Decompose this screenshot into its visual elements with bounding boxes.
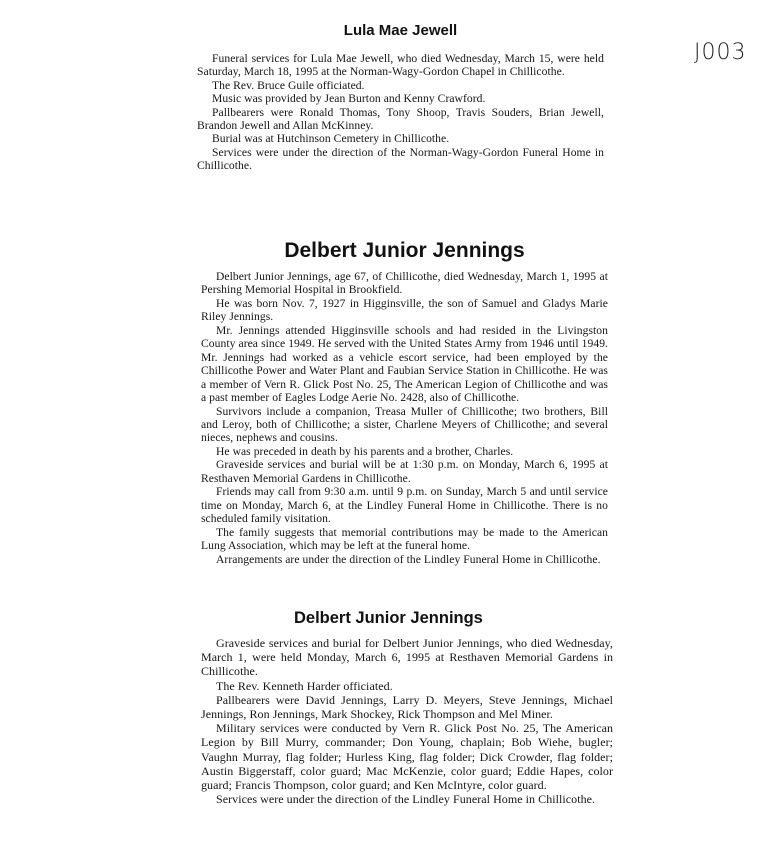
article-paragraph: Survivors include a companion, Treasa Muller of Chillicothe; two brothers, Bill and Leroy, both of Chillicothe; a sister, Charlene Meyers of Chillicothe; and several nieces, nephews and cousins. [201, 404, 608, 445]
article-paragraph: He was preceded in death by his parents and a brother, Charles. [216, 444, 514, 458]
article-paragraph: Delbert Junior Jennings, age 67, of Chillicothe, died Wednesday, March 1, 1995 at Pershing Memorial Hospital in Brookfield. [201, 270, 608, 297]
article-paragraph: The family suggests that memorial contributions may be made to the American Lung Association, which may be left at the funeral home. [201, 525, 608, 553]
article-paragraph: The Rev. Kenneth Harder officiated. [216, 678, 393, 693]
article-paragraph: Music was provided by Jean Burton and Kenny Crawford. [212, 92, 486, 106]
article-paragraph: Graveside services and burial will be at 1:30 p.m. on Monday, March 6, 1995 at Resthaven Memorial Gardens in Chillicothe. [201, 458, 608, 485]
article-headline: Lula Mae Jewell [343, 22, 458, 39]
article-paragraph: The Rev. Bruce Guile officiated. [212, 78, 365, 92]
article-headline: Delbert Junior Jennings [294, 609, 483, 627]
article-paragraph: Arrangements are under the direction of the Lindley Funeral Home in Chillicothe. [216, 552, 601, 566]
handwritten-document-id: J003 [694, 40, 747, 65]
article-paragraph: He was born Nov. 7, 1927 in Higginsville, the son of Samuel and Gladys Marie Riley Jennings. [201, 296, 608, 324]
article-paragraph: Pallbearers were David Jennings, Larry D. Meyers, Steve Jennings, Michael Jennings, Ron Jennings, Mark Shockey, Rick Thompson and Mel Miner. [201, 692, 613, 722]
article-paragraph: Burial was at Hutchinson Cemetery in Chillicothe. [212, 132, 450, 146]
article-paragraph: Friends may call from 9:30 a.m. until 9 p.m. on Sunday, March 5 and until service time on Monday, March 6, at the Lindley Funeral Home in Chillicothe. There is no scheduled family visitation. [201, 485, 608, 526]
graveside-notice-delbert-junior-jennings [201, 609, 613, 806]
obituary-lula-mae-jewell [197, 22, 604, 173]
article-paragraph: Graveside services and burial for Delbert Junior Jennings, who died Wednesday, March 1, were held Monday, March 6, 1995 at Resthaven Memorial Gardens in Chillicothe. [201, 636, 613, 679]
obituary-delbert-junior-jennings [201, 239, 608, 566]
article-paragraph: Services were under the direction of the Norman-Wagy-Gordon Funeral Home in Chillicothe. [197, 145, 604, 173]
article-paragraph: Military services were conducted by Vern R. Glick Post No. 25, The American Legion by Bill Murry, commander; Don Young, chaplain; Bob Wiehe, bugler; Vaughn Murray, flag folder; Hurless King, flag folder; Dick Crowder, flag folder; Austin Biggerstaff, color guard; Mac McKenzie, color guard; Eddie Hapes, color guard; Francis Thompson, color guard; and Ken McIntyre, color guard. [201, 721, 613, 793]
article-paragraph: Pallbearers were Ronald Thomas, Tony Shoop, Travis Souders, Brian Jewell, Brandon Jewell and Allan McKinney. [197, 105, 604, 133]
article-headline: Delbert Junior Jennings [284, 239, 525, 262]
article-paragraph: Funeral services for Lula Mae Jewell, who died Wednesday, March 15, were held Saturday, March 18, 1995 at the Norman-Wagy-Gordon Chapel in Chillicothe. [197, 52, 604, 79]
article-paragraph: Mr. Jennings attended Higginsville schools and had resided in the Livingston County area since 1949. He served with the United States Army from 1946 until 1949. Mr. Jennings had worked as a vehicle escort service, had been employed by the Chillicothe Power and Water Plant and Faubian Service Station in Chillicothe. He was a member of Vern R. Glick Post No. 25, The American Legion of Chillicothe and was a past member of Eagles Lodge Aerie No. 2428, also of Chillicothe. [201, 323, 608, 405]
article-paragraph: Services were under the direction of the Lindley Funeral Home in Chillicothe. [216, 792, 596, 807]
